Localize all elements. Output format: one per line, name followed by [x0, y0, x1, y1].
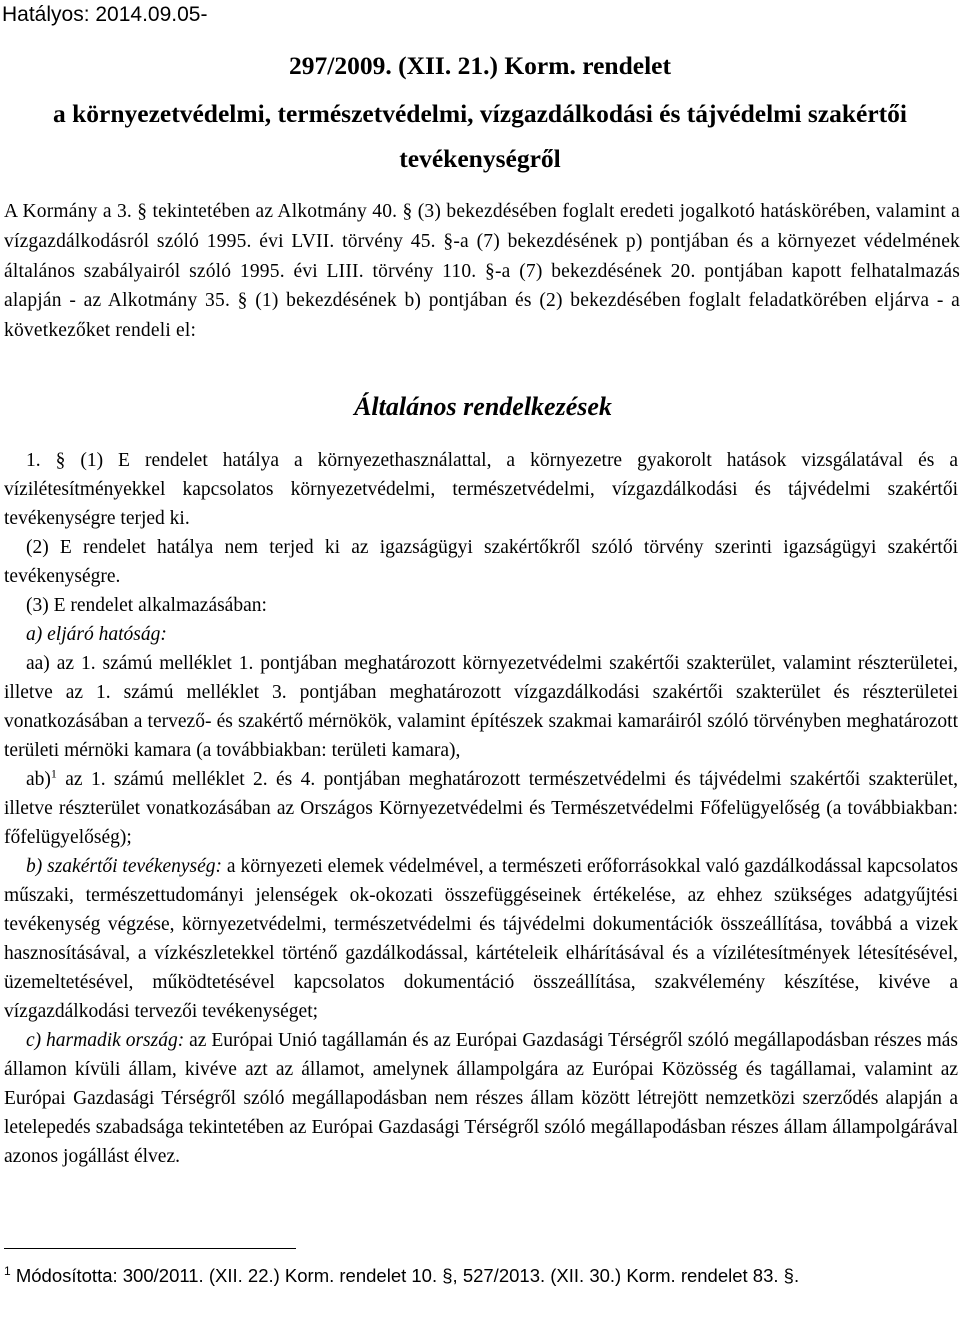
definition-c-term: c) harmadik ország: — [26, 1030, 185, 1051]
paragraph-1-2: (2) E rendelet hatálya nem terjed ki az igazságügyi szakértőkről szóló törvény szerinti igazságügyi szakértői tevékenységre. — [4, 537, 958, 587]
definition-aa: aa) az 1. számú melléklet 1. pontjában meghatározott környezetvédelmi szakértői szakterület, valamint részterületei, illetve az 1. számú melléklet 3. pontjában meghatározott vízgazdálkodási szakértői szakterület és részterületei vonatkozásában a tervező- és szakértő mérnökök, valamint építészek szakmai kamaráiról szóló törvényben meghatározott területi mérnöki kamara (a továbbiakban: területi kamara), — [4, 653, 958, 761]
effective-date-header: Hatályos: 2014.09.05- — [2, 3, 208, 26]
definition-c — [4, 1026, 958, 1171]
decree-number-title: 297/2009. (XII. 21.) Korm. rendelet — [289, 51, 671, 80]
decree-subject-line-1: a környezetvédelmi, természetvédelmi, vízgazdálkodási és tájvédelmi szakértői — [52, 99, 908, 128]
definition-a-term: a) eljáró hatóság: — [26, 624, 167, 645]
definition-ab-prefix: ab) — [26, 769, 51, 790]
preamble — [4, 197, 960, 346]
definition-ab — [4, 765, 958, 852]
decree-subject-line-2: tevékenységről — [399, 144, 561, 173]
document-body — [4, 446, 958, 1171]
footnote-reference[interactable]: 1 — [50, 766, 57, 781]
definition-b — [4, 852, 958, 1026]
paragraph-1-1: 1. § (1) E rendelet hatálya a környezethasználattal, a környezetre gyakorolt hatások vizsgálatával és a vízilétesítményekkel kapcsolatos környezetvédelmi, természetvédelmi, vízgazdálkodási és tájvédelmi szakértői tevékenységre terjed ki. — [4, 450, 958, 529]
definition-ab-text: az 1. számú melléklet 2. és 4. pontjában meghatározott természetvédelmi és tájvédelmi szakértői szakterület, illetve részterület vonatkozásában az Országos Környezetvédelmi és Természetvédelmi Főfelügyelőség (a továbbiakban: főfelügyelőség); — [4, 769, 958, 848]
footnote-mark: 1 — [4, 1263, 11, 1278]
definition-b-term: b) szakértői tevékenység: — [26, 856, 223, 877]
footnote-text: Módosította: 300/2011. (XII. 22.) Korm. rendelet 10. §, 527/2013. (XII. 30.) Korm. rendelet 83. §. — [10, 1265, 800, 1286]
definition-c-text: az Európai Unió tagállamán és az Európai Gazdasági Térségről szóló megállapodásban részes más államon kívüli állam, kivéve azt az államot, amelynek állampolgára az Európai Közösség és tagállamai, valamint az Európai Gazdasági Térségről szóló megállapodásban nem részes állam között létrejött nemzetközi szerződés alapján a letelepedés szabadsága tekintetében az Európai Gazdasági Térségről szóló megállapodásban részes állam állampolgárával azonos jogállást élvez. — [4, 1030, 958, 1167]
footnote — [4, 1262, 958, 1290]
footnote-separator — [4, 1248, 296, 1249]
preamble-text: A Kormány a 3. § tekintetében az Alkotmány 40. § (3) bekezdésében foglalt eredeti jogalkotó hatáskörében, valamint a vízgazdálkodásról szóló 1995. évi LVII. törvény 45. §-a (7) bekezdésének p) pontjában és a környezet védelmének általános szabályairól szóló 1995. évi LIII. törvény 110. §-a (7) bekezdésének 20. pontjában kapott felhatalmazás alapján - az Alkotmány 35. § (1) bekezdésének b) pontjában és (2) bekezdésében foglalt feladatkörében eljárva - a következőket rendeli el: — [4, 201, 960, 342]
definition-b-text: a környezeti elemek védelmével, a természeti erőforrásokkal való gazdálkodással kapcsolatos műszaki, természettudományi jelenségek ok-okozati összefüggéseinek értékelése, az ehhez szükséges adatgyűjtési tevékenység végzése, környezetvédelmi, természetvédelmi és tájvédelmi dokumentációk összeállítása, továbbá a vizek hasznosításával, a vízkészletekkel történő gazdálkodással, kártételeik elhárításával és a vízilétesítmények létesítésével, üzemeltetésével, működtetésével kapcsolatos dokumentáció összeállítása, szakvélemény készítése, kivéve a vízgazdálkodási tervezői tevékenységet; — [4, 856, 958, 1022]
section-title: Általános rendelkezések — [354, 392, 612, 421]
paragraph-1-3: (3) E rendelet alkalmazásában: — [26, 595, 267, 616]
